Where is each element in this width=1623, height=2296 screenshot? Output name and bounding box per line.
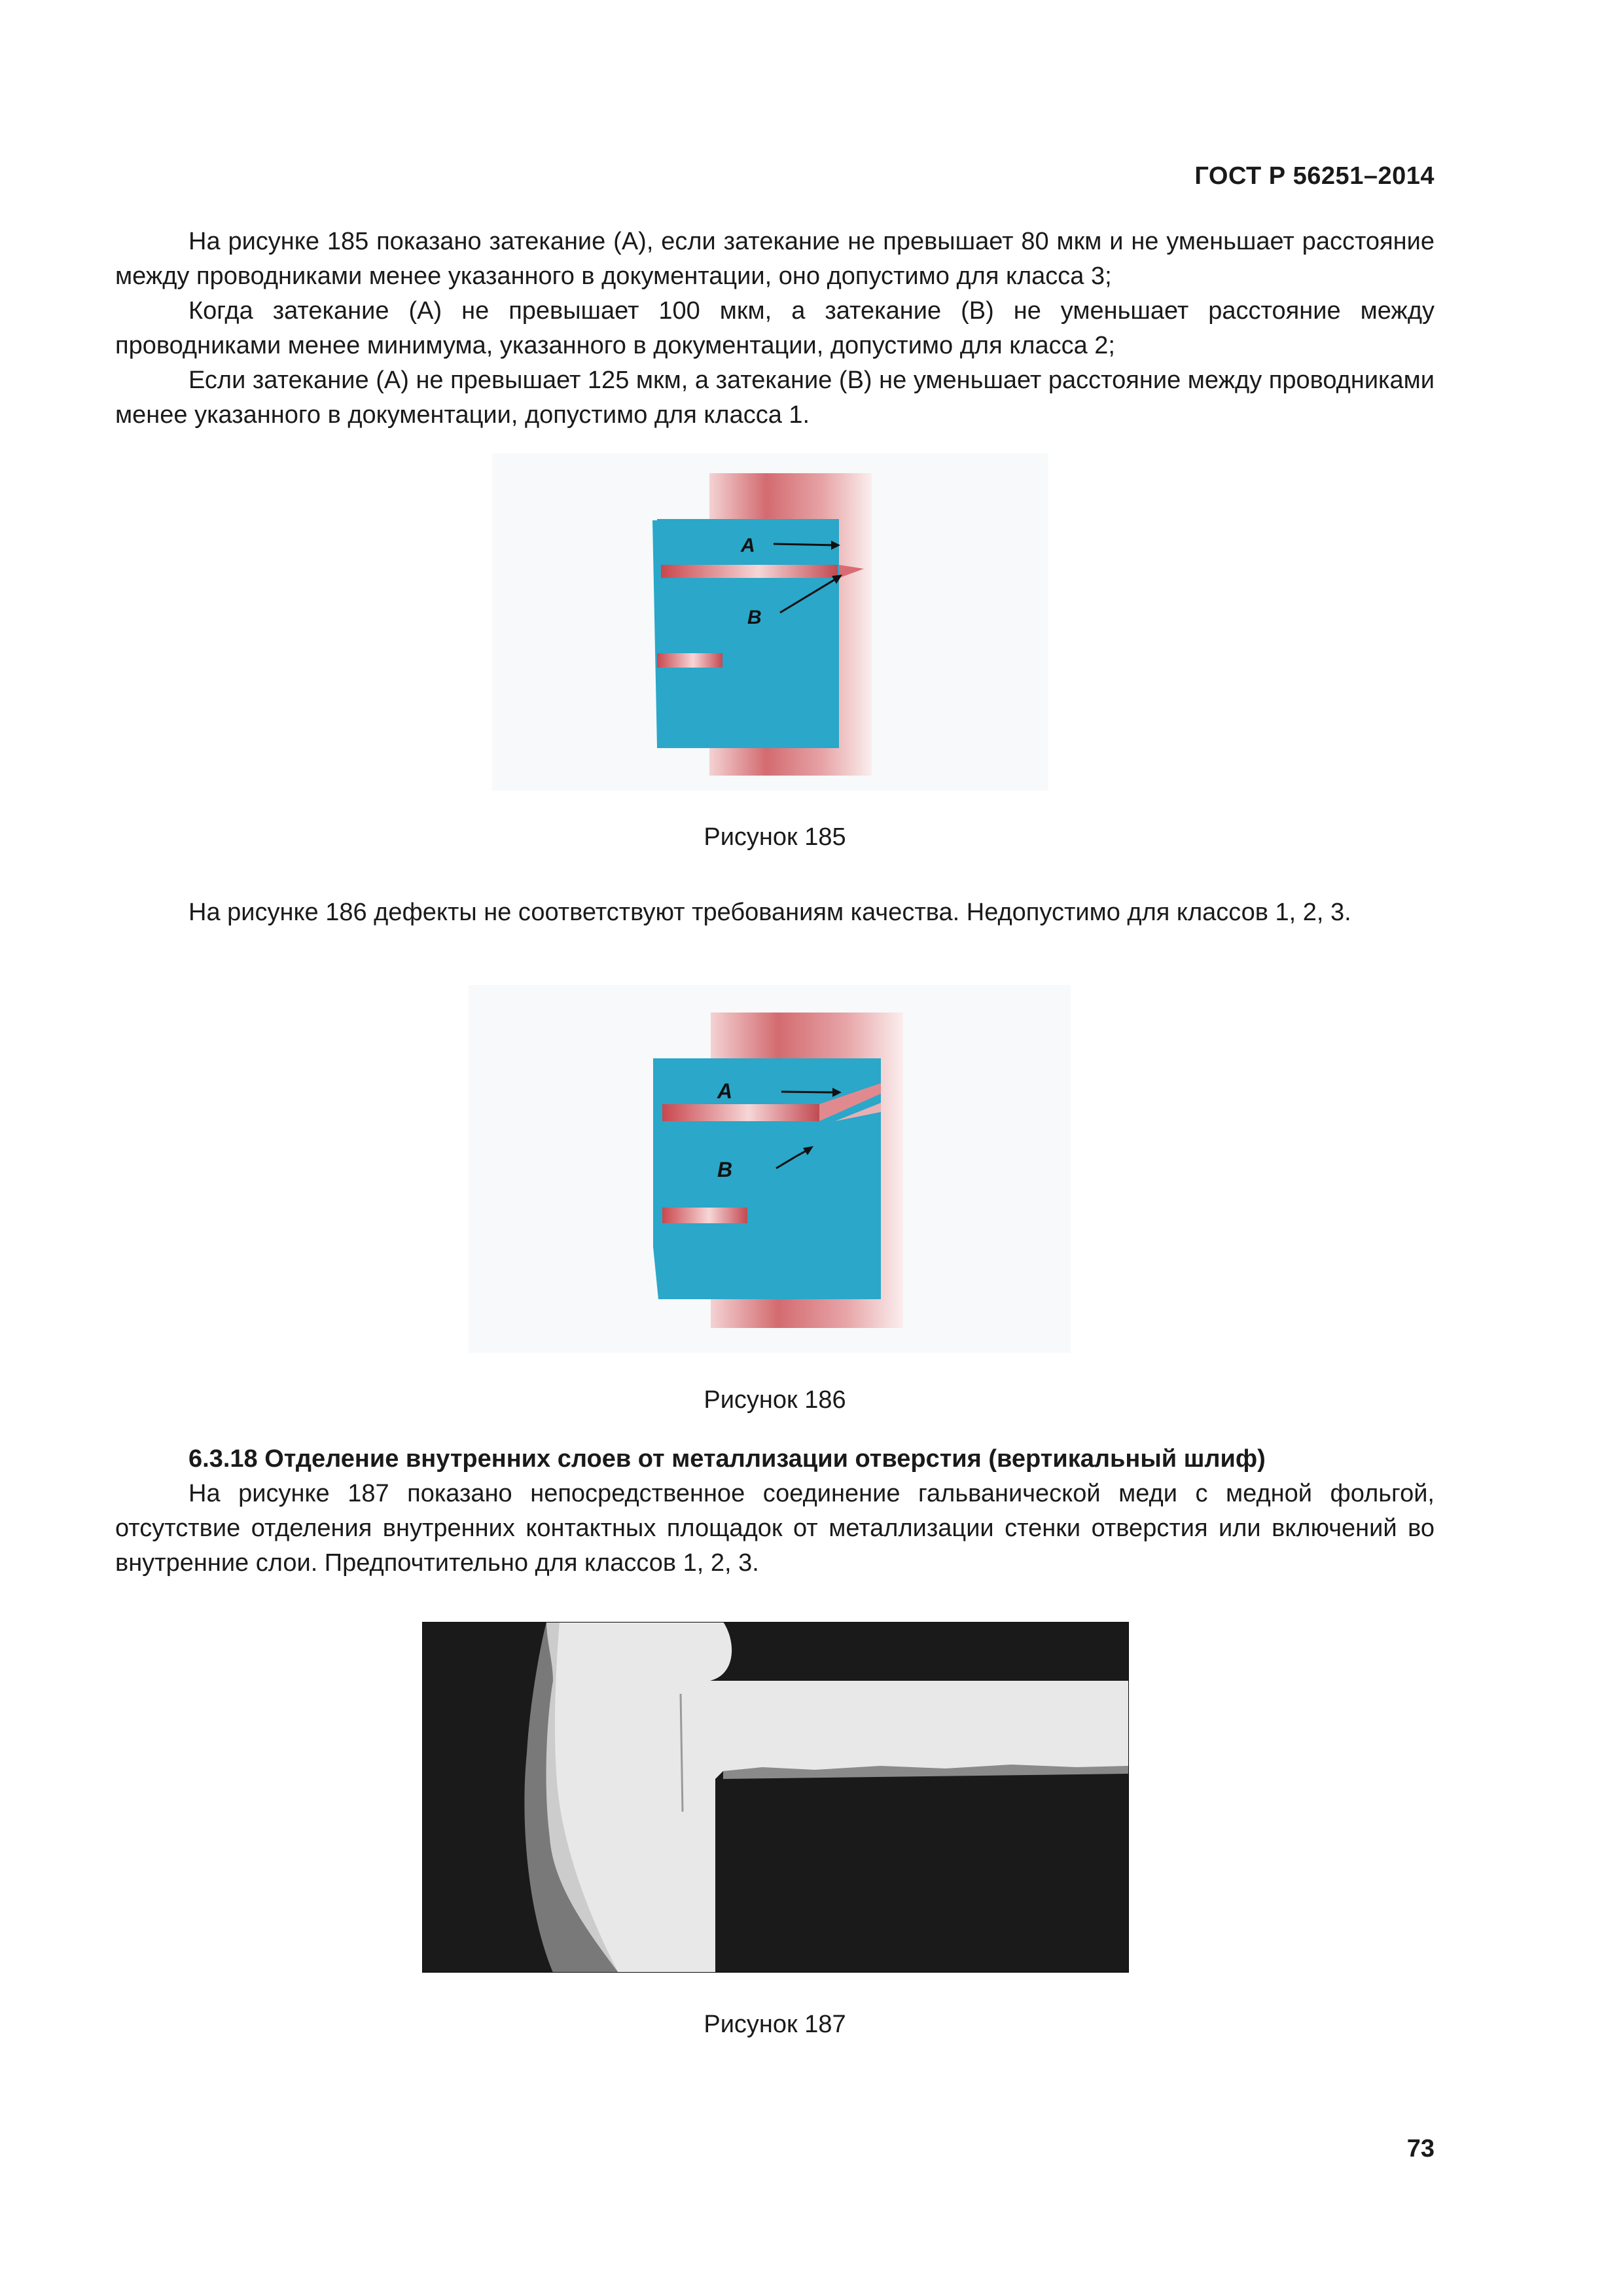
intro-paragraphs: [115, 224, 1435, 433]
figure-185-caption: Рисунок 185: [704, 823, 846, 851]
label-a: A: [741, 535, 755, 556]
paragraph-class-1: Если затекание (A) не превышает 125 мкм, а затекание (B) не уменьшает расстояние между проводниками менее указанного в документации, допустимо для класса 1.: [115, 367, 1435, 429]
defects-paragraph: [115, 895, 1435, 930]
figure-186-caption: Рисунок 186: [704, 1386, 846, 1414]
label-b: B: [747, 607, 762, 628]
label-b: B: [717, 1158, 733, 1181]
paragraph-defects: На рисунке 186 дефекты не соответствуют требованиям качества. Недопустимо для классов 1, 2, 3.: [188, 899, 1351, 926]
figure-187-caption: Рисунок 187: [704, 2011, 846, 2038]
document-code-header: ГОСТ Р 56251–2014: [1194, 162, 1435, 190]
figure-187-micrograph: [422, 1622, 1129, 1973]
label-a: A: [717, 1079, 733, 1103]
section-heading: 6.3.18 Отделение внутренних слоев от металлизации отверстия (вертикальный шлиф): [188, 1445, 1266, 1473]
paragraph-class-2: Когда затекание (A) не превышает 100 мкм, а затекание (B) не уменьшает расстояние между проводниками менее минимума, указанного в документации, допустимо для класса 2;: [115, 297, 1435, 359]
page-number: 73: [1406, 2135, 1435, 2162]
figure-185-image: [492, 454, 1048, 791]
paragraph-class-3: На рисунке 185 показано затекание (A), если затекание не превышает 80 мкм и не уменьшает расстояние между проводниками менее указанного в документации, оно допустимо для класса 3;: [115, 228, 1435, 290]
section-paragraph: На рисунке 187 показано непосредственное соединение гальванической меди с медной фольгой, отсутствие отделения внутренних контактных площадок от металлизации стенки отверстия или включений во внутренние слои. Предпочтительно для классов 1, 2, 3.: [115, 1480, 1435, 1577]
section-6-3-18: [115, 1442, 1435, 1581]
figure-186-image: [469, 985, 1071, 1353]
